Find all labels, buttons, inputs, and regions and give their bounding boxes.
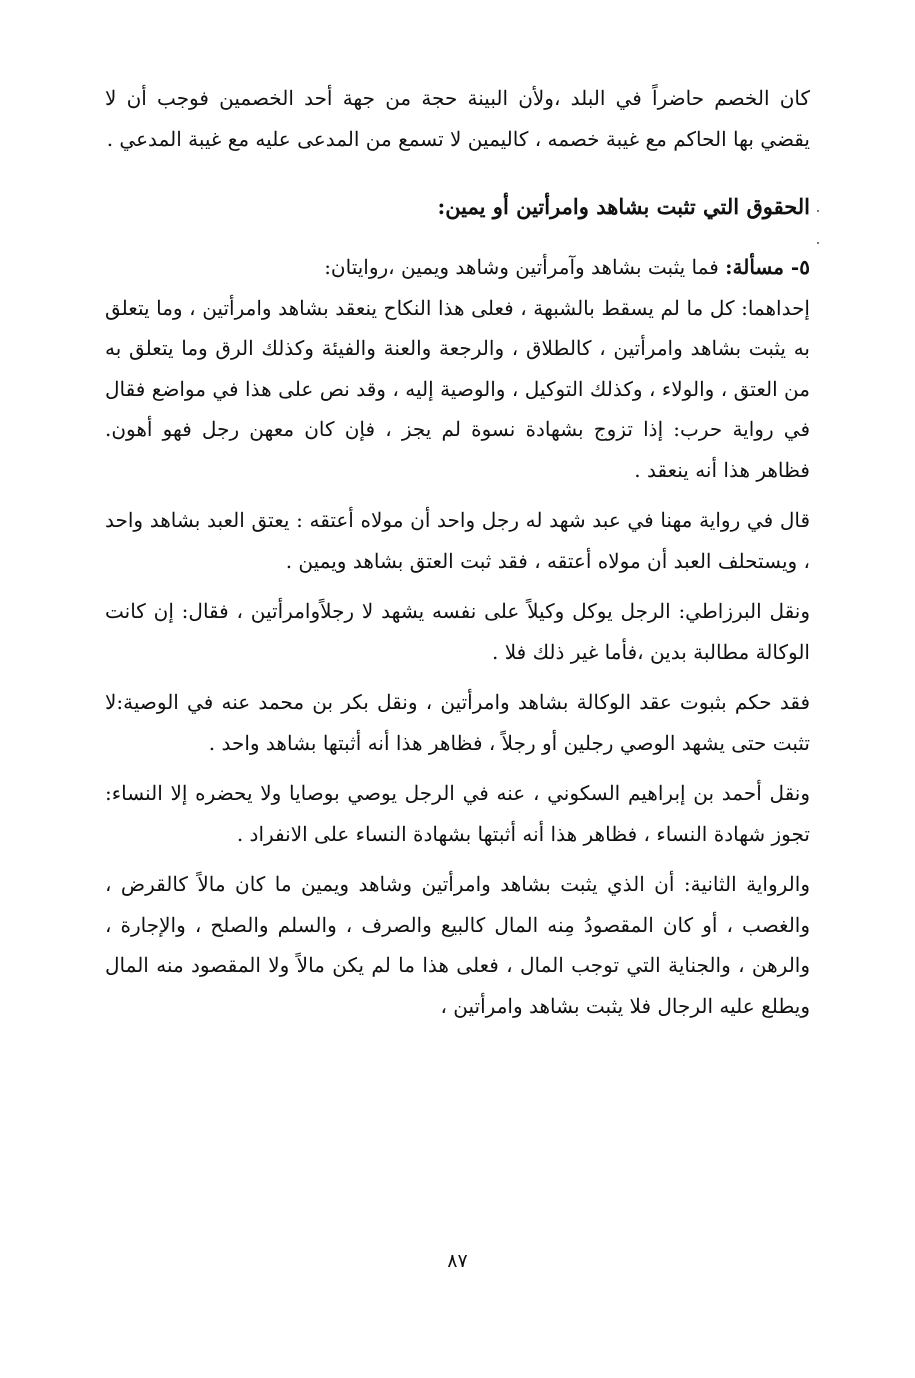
issue-line — [105, 247, 810, 288]
page-number: ٨٧ — [447, 1250, 468, 1272]
margin-mark — [817, 210, 819, 212]
paragraph-1: كان الخصم حاضراً في البلد ،ولأن البينة حجة من جهة أحد الخصمين فوجب أن لا يقضي بها الحاكم مع غيبة خصمه ، كاليمين لا تسمع من المدعى عليه مع غيبة المدعي . — [105, 86, 810, 151]
issue-text: فما يثبت بشاهد وآمرأتين وشاهد ويمين ،روايتان: — [324, 255, 726, 279]
paragraph-4: قال في رواية مهنا في عبد شهد له رجل واحد أن مولاه أعتقه : يعتق العبد بشاهد واحد ، ويستحلف العبد أن مولاه أعتقه ، فقد ثبت العتق بشاهد ويمين . — [105, 508, 810, 573]
page-body — [105, 78, 810, 1026]
paragraph-3: إحداهما: كل ما لم يسقط بالشبهة ، فعلى هذا النكاح ينعقد بشاهد وامرأتين ، وما يتعلق به يثبت بشاهد وامرأتين ، كالطلاق ، والرجعة والعنة والفيئة وكذلك الرق وما يتعلق به من العتق ، والولاء ، وكذلك التوكيل ، والوصية إليه ، وقد نص على هذا في مواضع فقال في رواية حرب: إذا تزوج بشهادة نسوة لم يجز ، فإن كان معهن رجل فهو أهون. فظاهر هذا أنه ينعقد . — [105, 295, 810, 482]
issue-title: ٥- مسألة: — [725, 255, 810, 279]
paragraph-5: ونقل البرزاطي: الرجل يوكل وكيلاً على نفسه يشهد لا رجلاًوامرأتين ، فقال: إن كانت الوكالة مطالبة بدين ،فأما غير ذلك فلا . — [105, 599, 810, 664]
margin-mark — [817, 242, 819, 244]
paragraph-7: ونقل أحمد بن إبراهيم السكوني ، عنه في الرجل يوصي بوصايا ولا يحضره إلا النساء: تجوز شهادة النساء ، فظاهر هذا أنه أثبتها بشهادة النساء على الانفراد . — [105, 781, 810, 846]
paragraph-6: فقد حكم بثبوت عقد الوكالة بشاهد وامرأتين ، ونقل بكر بن محمد عنه في الوصية:لا تثبت حتى يشهد الوصي رجلين أو رجلاً ، فظاهر هذا أنه أثبتها بشاهد واحد . — [105, 690, 810, 755]
paragraph-8: والرواية الثانية: أن الذي يثبت بشاهد وامرأتين وشاهد ويمين ما كان مالاً كالقرض ، والغصب ، أو كان المقصودُ مِنه المال كالبيع والصرف ، والسلم والصلح ، والإجارة ، والرهن ، والجناية التي توجب المال ، فعلى هذا ما لم يكن مالاً ولا المقصود منه المال ويطلع عليه الرجال فلا يثبت بشاهد وامرأتين ، — [105, 872, 810, 1018]
section-heading: الحقوق التي تثبت بشاهد وامرأتين أو يمين: — [437, 194, 810, 219]
